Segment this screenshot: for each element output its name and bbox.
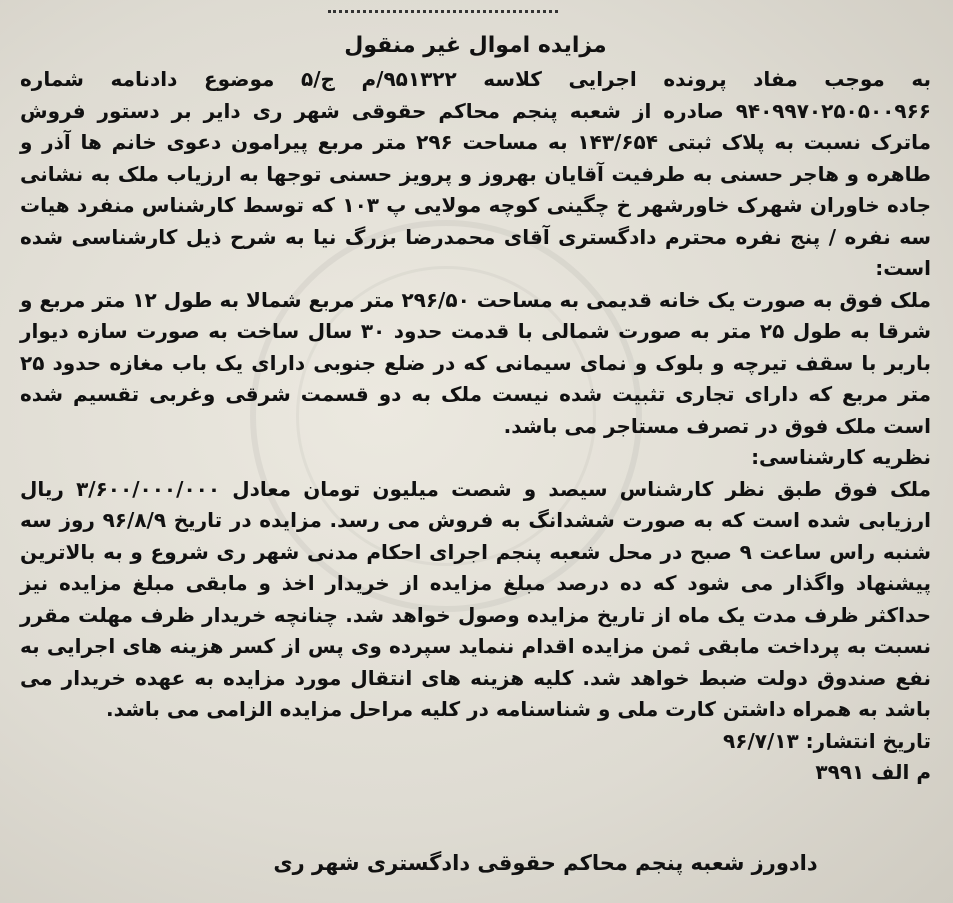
- notice-intro-paragraph: به موجب مفاد پرونده اجرایی کلاسه ۹۵۱۳۲۲/م ج/۵ موضوع دادنامه شماره ۹۴۰۹۹۷۰۲۵۰۵۰۰۹۶۶ صادره از شعبه پنجم محاکم حقوقی شهر ری دایر بر دستور فروش ماترک نسبت به پلاک ثبتی ۱۴۳/۶۵۴ به مساحت ۲۹۶ متر مربع پیرامون دعوی خانم ها آذر و طاهره و هاجر حسنی به طرفیت آقایان بهروز و پرویز حسنی توجها به ارزیاب ملک به نشانی جاده خاوران شهرک خاورشهر خ چگینی کوچه مولایی پ ۱۰۳ که توسط کارشناس منفرد هیات سه نفره / پنج نفره محترم دادگستری آقای محمدرضا بزرگ نیا به شرح ذیل کارشناسی شده است:: [20, 67, 931, 280]
- expert-opinion-heading: نظریه کارشناسی:: [751, 445, 931, 469]
- dotted-divider: [328, 10, 558, 13]
- publish-date: تاریخ انتشار: ۹۶/۷/۱۳: [723, 728, 931, 753]
- reference-number: م الف ۳۹۹۱: [815, 760, 931, 784]
- signature-line: دادورز شعبه پنجم محاکم حقوقی دادگستری شهر ری: [273, 851, 818, 875]
- expert-opinion-paragraph: ملک فوق طبق نظر کارشناس سیصد و شصت میلیون تومان معادل ۳/۶۰۰/۰۰۰/۰۰۰ ریال ارزیابی شده است که به صورت ششدانگ به فروش می رسد. مزایده در تاریخ ۹۶/۸/۹ روز سه شنبه راس ساعت ۹ صبح در محل شعبه پنجم اجرای احکام مدنی شهر ری شروع و به بالاترین پیشنهاد واگذار می شود که ده درصد مبلغ مزایده از خریدار اخذ و مابقی مبلغ مزایده نیز حداکثر ظرف مدت یک ماه از تاریخ مزایده وصول خواهد شد. چنانچه خریدار ظرف مهلت مقرر نسبت به پرداخت مابقی ثمن مزایده اقدام ننماید سپرده وی پس از کسر هزینه های اجرایی به نفع صندوق دولت ضبط خواهد شد. کلیه هزینه های انتقال مورد مزایده به عهده خریدار می باشد به همراه داشتن کارت ملی و شناسنامه در کلیه مراحل مزایده الزامی می باشد.: [20, 476, 931, 721]
- notice-title: مزایده اموال غیر منقول: [344, 33, 607, 58]
- notice-body: [20, 28, 931, 789]
- property-description-paragraph: ملک فوق به صورت یک خانه قدیمی به مساحت ۲۹۶/۵۰ متر مربع شمالا به طول ۱۲ متر مربع و شرقا به طول ۲۵ متر به صورت شمالی با قدمت حدود ۳۰ سال ساخت به صورت سازه دیوار باربر با سقف تیرچه و بلوک و نمای سیمانی که در ضلع جنوبی دارای یک باب مغازه حدود ۲۵ متر مربع که دارای تجاری تثبیت شده نیست ملک به دو قسمت شرقی وغربی تقسیم شده است ملک فوق در تصرف مستاجر می باشد.: [20, 287, 932, 438]
